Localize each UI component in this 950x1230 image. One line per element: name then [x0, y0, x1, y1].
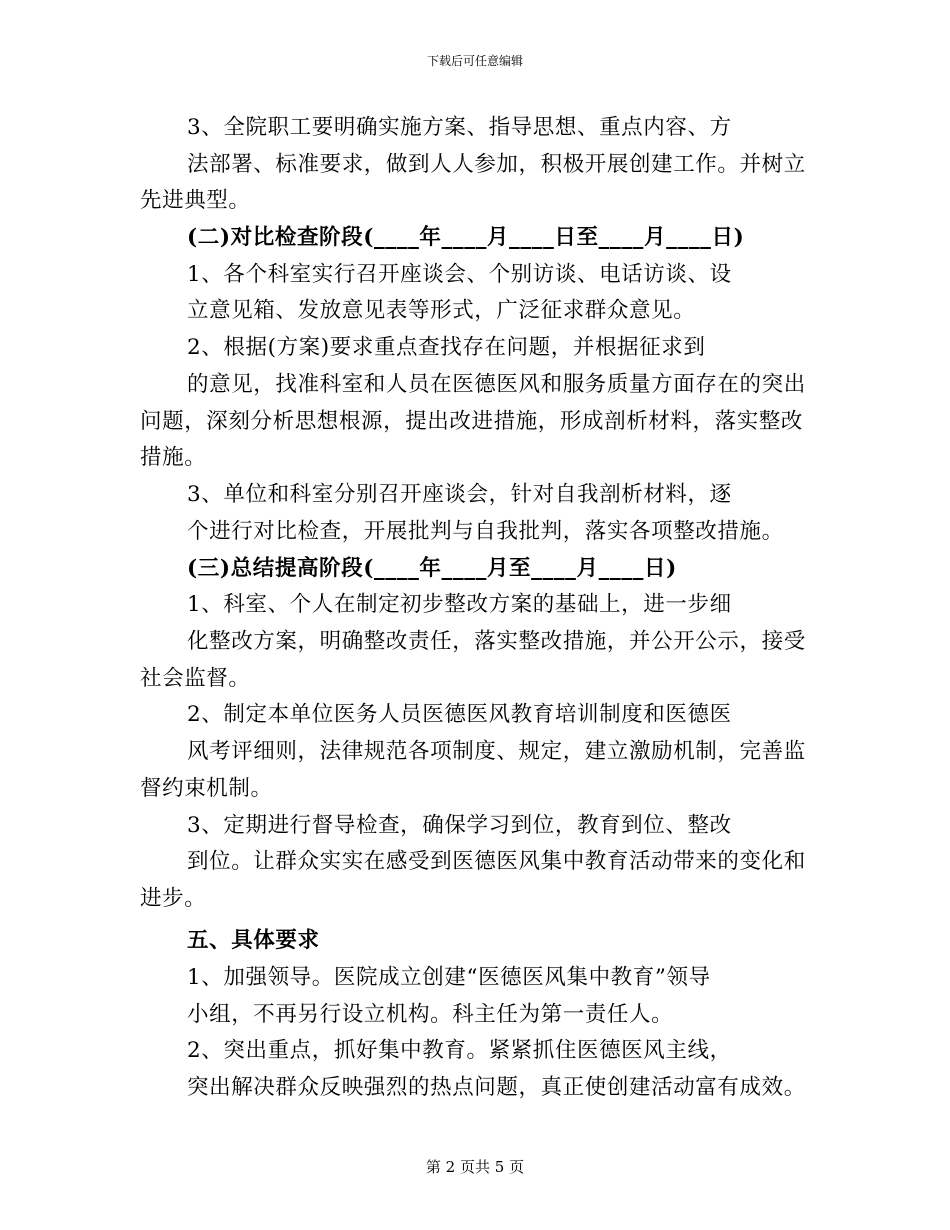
- text-line: 突出解决群众反映强烈的热点问题，真正使创建活动富有成效。: [187, 1075, 806, 1100]
- text-line: 个进行对比检查，开展批判与自我批判，落实各项整改措施。: [187, 519, 784, 544]
- text-line: 3、单位和科室分别召开座谈会，针对自我剖析材料，逐: [187, 482, 732, 507]
- text-line: 3、全院职工要明确实施方案、指导思想、重点内容、方: [187, 115, 732, 140]
- text-line: 1、各个科室实行召开座谈会、个别访谈、电话访谈、设: [187, 262, 732, 287]
- text-line: 风考评细则，法律规范各项制度、规定，建立激励机制，完善监: [187, 739, 806, 764]
- page-footer: 第 2 页共 5 页: [425, 1158, 525, 1176]
- text-line: 社会监督。: [140, 666, 251, 691]
- text-line: 先进典型。: [140, 188, 251, 213]
- text-line: 的意见，找准科室和人员在医德医风和服务质量方面存在的突出: [187, 372, 806, 397]
- text-line: 2、制定本单位医务人员医德医风教育培训制度和医德医: [187, 702, 732, 727]
- page-header: 下载后可任意编辑: [426, 54, 523, 68]
- text-line: 督约束机制。: [140, 776, 273, 801]
- text-line: 小组，不再另行设立机构。科主任为第一责任人。: [187, 1002, 674, 1027]
- section-heading: (二)对比检查阶段(____年____月____日至____月____日): [187, 225, 745, 250]
- text-line: 问题，深刻分析思想根源，提出改进措施，形成剖析材料，落实整改: [140, 409, 804, 434]
- text-line: 化整改方案，明确整改责任，落实整改措施，并公开公示，接受: [187, 629, 806, 654]
- text-line: 1、科室、个人在制定初步整改方案的基础上，进一步细: [187, 592, 732, 617]
- section-heading: 五、具体要求: [187, 928, 320, 953]
- text-line: 措施。: [140, 445, 207, 470]
- text-line: 3、定期进行督导检查，确保学习到位，教育到位、整改: [187, 813, 732, 838]
- text-line: 立意见箱、发放意见表等形式，广泛征求群众意见。: [187, 298, 696, 323]
- text-line: 2、根据(方案)要求重点查找存在问题，并根据征求到: [187, 335, 706, 360]
- text-line: 法部署、标准要求，做到人人参加，积极开展创建工作。并树立: [187, 152, 806, 177]
- text-line: 到位。让群众实实在感受到医德医风集中教育活动带来的变化和: [187, 849, 806, 874]
- text-line: 2、突出重点，抓好集中教育。紧紧抓住医德医风主线，: [187, 1038, 732, 1063]
- section-heading: (三)总结提高阶段(____年____月至____月____日): [187, 556, 677, 581]
- text-line: 1、加强领导。医院成立创建“医德医风集中教育”领导: [187, 965, 711, 990]
- text-line: 进步。: [140, 886, 207, 911]
